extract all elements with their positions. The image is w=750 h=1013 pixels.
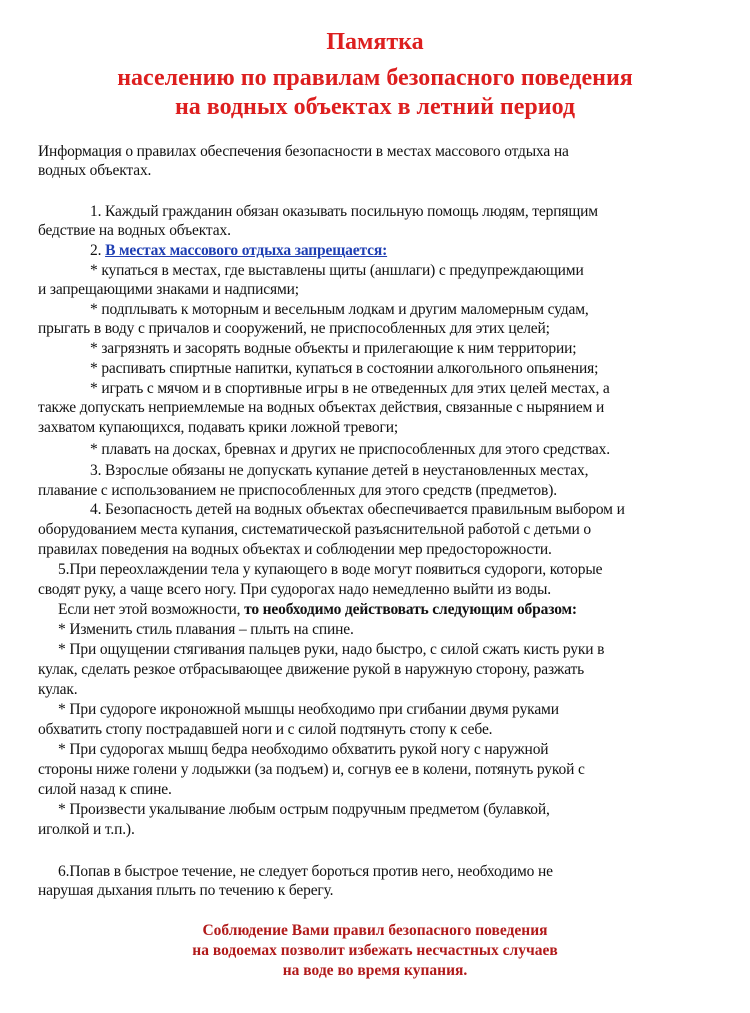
- bullet-item: * Изменить стиль плавания – плыть на спине.: [58, 621, 354, 638]
- rule-1: 1. Каждый гражданин обязан оказывать посильную помощь людям, терпящим: [90, 203, 598, 220]
- bullet-item: * подплывать к моторным и весельным лодкам и другим маломерным судам,: [90, 301, 589, 318]
- bullet-item-cont: стороны ниже голени у лодыжки (за подъем) и, согнув ее в колени, потянуть рукой с: [38, 761, 585, 778]
- bullet-item: * играть с мячом и в спортивные игры в не отведенных для этих целей местах, а: [90, 380, 610, 397]
- rule-1-cont: бедствие на водных объектах.: [38, 222, 231, 239]
- rule-5-action-heading: то необходимо действовать следующим образом:: [244, 601, 577, 618]
- intro-text: водных объектах.: [38, 162, 152, 179]
- rule-4-cont: оборудованием места купания, систематической разъяснительной работой с детьми о: [38, 521, 591, 538]
- rule-5: 5.При переохлаждении тела у купающего в воде могут появиться судороги, которые: [58, 561, 603, 578]
- bullet-item: * Произвести укалывание любым острым подручным предметом (булавкой,: [58, 801, 550, 818]
- bullet-item-cont: кулак, сделать резкое отбрасывающее движение рукой в наружную сторону, разжать: [38, 661, 585, 678]
- bullet-item-cont: кулак.: [38, 681, 78, 698]
- rule-2: [90, 241, 750, 260]
- rule-3: 3. Взрослые обязаны не допускать купание детей в неустановленных местах,: [90, 462, 589, 479]
- prohibited-heading-link[interactable]: В местах массового отдыха запрещается:: [105, 242, 388, 259]
- bullet-item-cont: и запрещающими знаками и надписями;: [38, 281, 299, 298]
- rule-5-alternative-text: Если нет этой возможности,: [58, 601, 241, 618]
- rule-5-cont: сводят руку, а чаще всего ногу. При судорогах надо немедленно выйти из воды.: [38, 581, 552, 598]
- bullet-item: * При судороге икроножной мышцы необходимо при сгибании двумя руками: [58, 701, 559, 718]
- footer-line: на воде во время купания.: [282, 962, 468, 979]
- rule-6-cont: нарушая дыхания плыть по течению к берегу.: [38, 882, 334, 899]
- memo-title: Памятка: [326, 29, 424, 55]
- footer-line: Соблюдение Вами правил безопасного поведения: [202, 922, 548, 939]
- memo-subtitle-line-1: населению по правилам безопасного поведения: [117, 65, 633, 91]
- intro-text: Информация о правилах обеспечения безопасности в местах массового отдыха на: [38, 143, 569, 160]
- bullet-item-cont: также допускать неприемлемые на водных объектах действия, связанные с нырянием и: [38, 399, 605, 416]
- bullet-item: * распивать спиртные напитки, купаться в состоянии алкогольного опьянения;: [90, 360, 599, 377]
- bullet-item-cont: захватом купающихся, подавать крики ложной тревоги;: [38, 419, 398, 436]
- bullet-item: * купаться в местах, где выставлены щиты (аншлаги) с предупреждающими: [90, 262, 584, 279]
- memo-subtitle-line-2: на водных объектах в летний период: [174, 94, 576, 120]
- bullet-item: * плавать на досках, бревнах и других не приспособленных для этого средствах.: [90, 441, 610, 458]
- bullet-item-cont: иголкой и т.п.).: [38, 821, 135, 838]
- bullet-item-cont: силой назад к спине.: [38, 781, 172, 798]
- rule-3-cont: плавание с использованием не приспособленных для этого средств (предметов).: [38, 482, 557, 499]
- rule-4: 4. Безопасность детей на водных объектах обеспечивается правильным выбором и: [90, 501, 625, 518]
- rule-5-alternative: [58, 600, 738, 619]
- bullet-item-cont: прыгать в воду с причалов и сооружений, не приспособленных для этих целей;: [38, 320, 550, 337]
- rule-6: 6.Попав в быстрое течение, не следует бороться против него, необходимо не: [58, 863, 553, 880]
- bullet-item: * загрязнять и засорять водные объекты и прилегающие к ним территории;: [90, 340, 577, 357]
- rule-2-number: 2.: [90, 242, 102, 259]
- bullet-item: * При судорогах мышц бедра необходимо обхватить рукой ногу с наружной: [58, 741, 549, 758]
- rule-4-cont: правилах поведения на водных объектах и соблюдении мер предосторожности.: [38, 541, 552, 558]
- footer-line: на водоемах позволит избежать несчастных случаев: [192, 942, 558, 959]
- bullet-item: * При ощущении стягивания пальцев руки, надо быстро, с силой сжать кисть руки в: [58, 641, 605, 658]
- bullet-item-cont: обхватить стопу пострадавшей ноги и с силой подтянуть стопу к себе.: [38, 721, 493, 738]
